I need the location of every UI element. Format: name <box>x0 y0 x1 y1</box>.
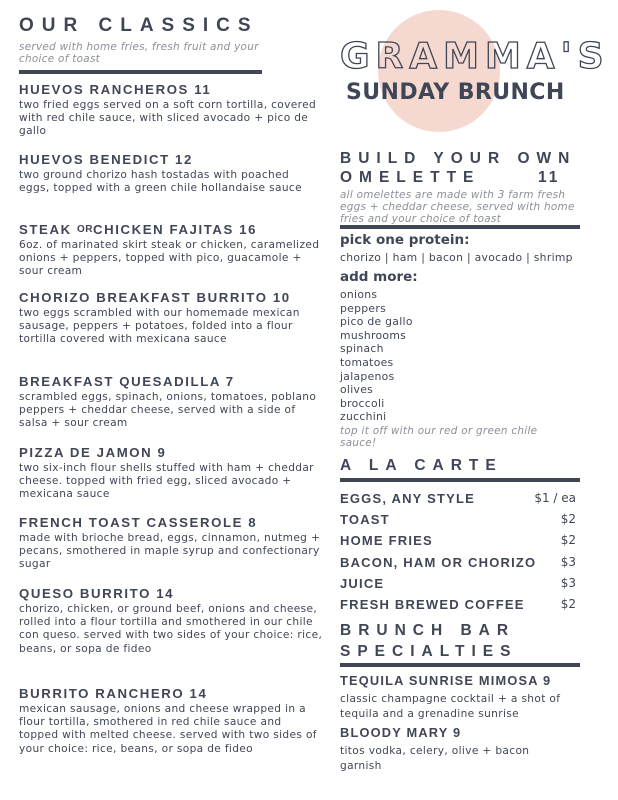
item-desc: two six-inch flour shells stuffed with ham + cheddar cheese. topped with fried egg, sliced avocado + mexicana sauce <box>19 462 314 501</box>
item-name: HUEVOS RANCHEROS 11 <box>19 82 212 97</box>
omelette-title: BUILD YOUR OWN <box>340 150 577 167</box>
carte-row <box>340 512 576 532</box>
logo-subtitle: SUNDAY BRUNCH <box>346 80 565 105</box>
carte-item-name: EGGS, ANY STYLE <box>340 491 476 506</box>
addon-item: spinach <box>340 342 384 356</box>
item-name: BURRITO RANCHERO 14 <box>19 686 208 701</box>
item-desc: mexican sausage, onions and cheese wrapped in a flour tortilla, smothered in red chile sauce and topped with melted cheese. served with two sides of your choice: rice, beans, or sopa de fideo <box>19 703 317 755</box>
addon-item: peppers <box>340 301 387 315</box>
menu-item-burrito-ranchero <box>19 686 323 756</box>
item-desc: two eggs scrambled with our homemade mexican sausage, peppers + potatoes, folded into a flour tortilla covered with mexicana sauce <box>19 307 300 346</box>
item-name: BREAKFAST QUESADILLA 7 <box>19 374 235 389</box>
protein-section <box>340 232 590 265</box>
omelette-price: 11 <box>538 169 561 186</box>
carte-item-price: $2 <box>560 597 576 611</box>
addmore-section <box>340 269 580 449</box>
item-name: FRENCH TOAST CASSEROLE 8 <box>19 515 258 530</box>
item-desc: two ground chorizo hash tostadas with poached eggs, topped with a green chile hollandaise sauce <box>19 169 302 195</box>
carte-item-name: JUICE <box>340 576 385 591</box>
omelette-title-2: OMELETTE <box>340 169 481 186</box>
carte-item-name: BACON, HAM OR CHORIZO <box>340 555 537 570</box>
addon-item: jalapenos <box>340 369 395 383</box>
carte-item-price: $2 <box>560 512 576 526</box>
logo-name: GRAMMA'S <box>340 36 610 77</box>
omelette-section <box>340 150 580 225</box>
item-name: PIZZA DE JAMON 9 <box>19 445 167 460</box>
menu-item-french-toast <box>19 515 323 572</box>
addon-item: broccoli <box>340 396 385 410</box>
menu-item-huevos-benedict <box>19 152 323 195</box>
item-desc: 6oz. of marinated skirt steak or chicken, caramelized onions + peppers, topped with pico, guacamole + sour cream <box>19 239 320 278</box>
menu-item-quesadilla <box>19 374 323 431</box>
addon-item: onions <box>340 288 378 301</box>
addon-item: zucchini <box>340 410 387 424</box>
item-desc: chorizo, chicken, or ground beef, onions and cheese, rolled into a flour tortilla and smothered in our chile con queso. served with two sides of your choice: rice, beans, or sopa de fideo <box>19 603 323 655</box>
addon-item: olives <box>340 383 374 397</box>
classics-note: served with home fries, fresh fruit and your choice of toast <box>19 41 259 65</box>
item-name: BLOODY MARY 9 <box>340 725 462 740</box>
carte-row <box>340 533 576 553</box>
carte-row <box>340 555 576 575</box>
addon-item: mushrooms <box>340 328 407 342</box>
carte-row <box>340 576 576 596</box>
carte-item-price: $1 / ea <box>534 491 576 505</box>
protein-options: chorizo | ham | bacon | avocado | shrimp <box>340 251 573 264</box>
item-name: TEQUILA SUNRISE MIMOSA 9 <box>340 673 552 688</box>
menu-item-queso-burrito <box>19 586 323 656</box>
carte-item-price: $3 <box>560 576 576 590</box>
bar-title-2: SPECIALTIES <box>340 643 518 660</box>
item-name <box>19 222 323 237</box>
omelette-divider <box>340 225 580 229</box>
bar-item-mimosa <box>340 673 585 722</box>
menu-item-chorizo-burrito <box>19 290 323 347</box>
classics-title: OUR CLASSICS <box>19 15 259 36</box>
omelette-note: all omelettes are made with 3 farm fresh eggs + cheddar cheese, served with home fries and your choice of toast <box>340 189 575 225</box>
addon-item: tomatoes <box>340 355 394 369</box>
protein-heading: pick one protein: <box>340 232 470 248</box>
carte-item-price: $2 <box>560 533 576 547</box>
carte-row <box>340 491 576 511</box>
item-name: QUESO BURRITO 14 <box>19 586 175 601</box>
item-name-part: CHICKEN FAJITAS 16 <box>92 222 258 237</box>
item-desc: classic champagne cocktail + a shot of tequila and a grenadine sunrise <box>340 693 561 720</box>
menu-item-pizza-de-jamon <box>19 445 323 502</box>
menu-item-huevos-rancheros <box>19 82 323 139</box>
addon-item: pico de gallo <box>340 315 413 329</box>
item-desc: scrambled eggs, spinach, onions, tomatoes, poblano peppers + cheddar cheese, served with a side of salsa + sour cream <box>19 391 317 430</box>
addon-list <box>340 288 580 424</box>
classics-divider <box>19 70 262 74</box>
item-desc: two fried eggs served on a soft corn tortilla, covered with red chile sauce, with sliced avocado + pico de gallo <box>19 99 317 138</box>
item-desc: titos vodka, celery, olive + bacon garnish <box>340 745 530 772</box>
item-name-or: OR <box>76 224 93 235</box>
item-name-part: STEAK <box>19 222 77 237</box>
item-name: HUEVOS BENEDICT 12 <box>19 152 193 167</box>
item-desc: made with brioche bread, eggs, cinnamon, nutmeg + pecans, smothered in maple syrup and confectionary sugar <box>19 532 321 571</box>
carte-title: A LA CARTE <box>340 457 503 474</box>
carte-item-name: HOME FRIES <box>340 533 433 548</box>
menu-item-fajitas <box>19 222 323 279</box>
carte-item-name: TOAST <box>340 512 390 527</box>
carte-divider <box>340 478 580 482</box>
omelette-title-row <box>340 169 580 189</box>
bar-title: BRUNCH BAR <box>340 622 516 639</box>
carte-item-price: $3 <box>560 555 576 569</box>
topoff-note: top it off with our red or green chile sauce! <box>340 424 538 449</box>
addmore-heading: add more: <box>340 269 418 285</box>
bar-item-bloody-mary <box>340 725 550 774</box>
carte-row <box>340 597 576 617</box>
carte-item-name: FRESH BREWED COFFEE <box>340 597 525 612</box>
bar-divider <box>340 663 580 667</box>
item-name: CHORIZO BREAKFAST BURRITO 10 <box>19 290 291 305</box>
